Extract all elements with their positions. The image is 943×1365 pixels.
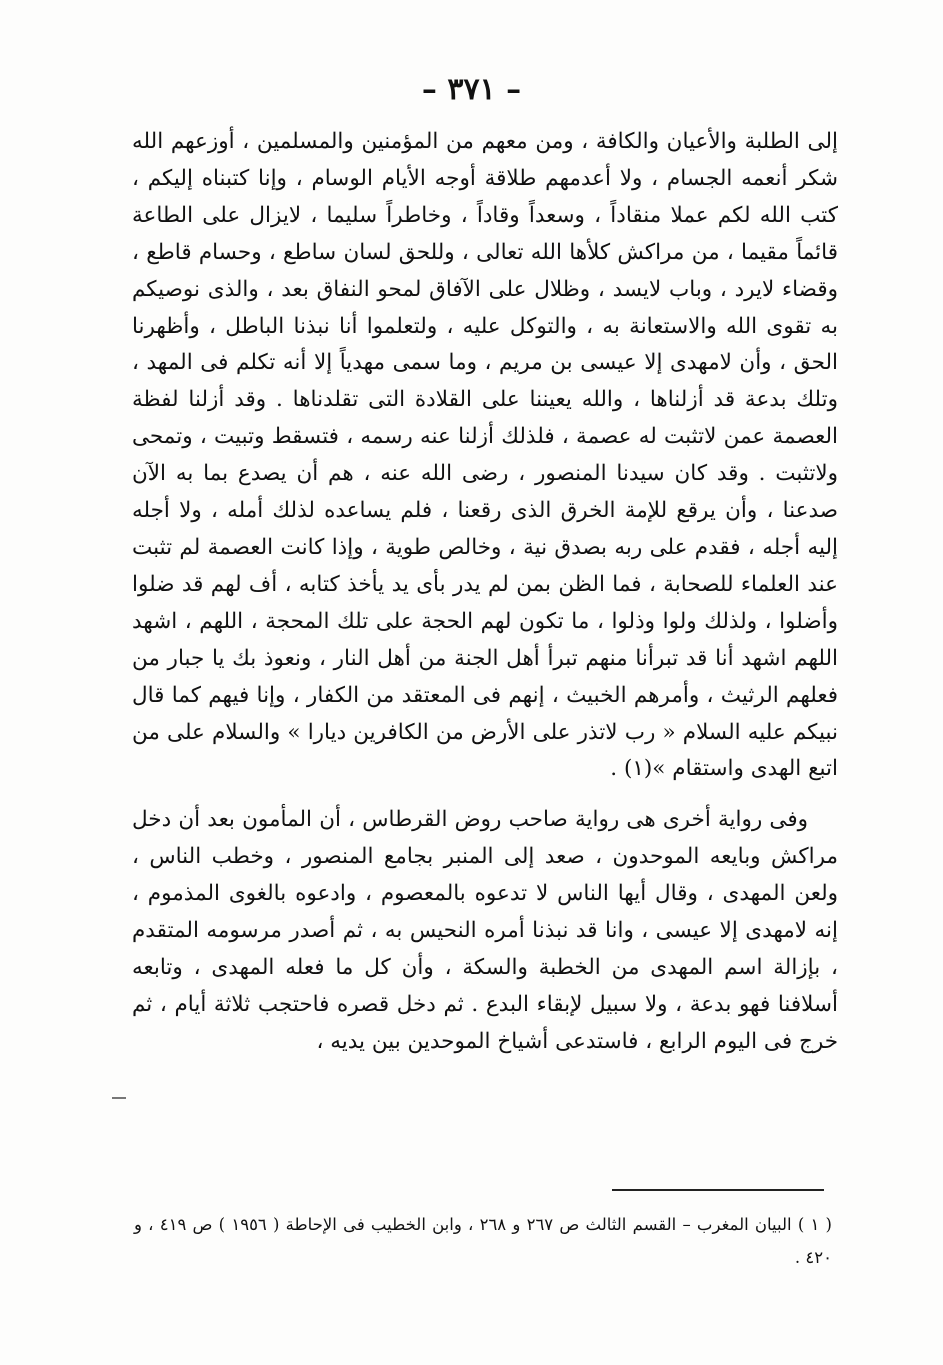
footnote-separator bbox=[612, 1189, 824, 1191]
paragraph-2: وفى رواية أخرى هى رواية صاحب روض القرطاس ، أن المأمون بعد أن دخل مراكش وبايعه الموحدون ، صعد إلى المنبر بجامع المنصور ، وخطب الناس ، ولعن المهدى ، وقال أيها الناس لا تدعوه بالمعصوم ، وادعوه بالغوى المذموم ، إنه لامهدى إلا عيسى ، وانا قد نبذنا أمره النحيس به ، ثم أصدر مرسومه المتقدم ، بإزالة اسم المهدى من الخطبة والسكة ، وأن كل ما فعله المهدى ، وتابعه أسلافنا فهو بدعة ، ولا سبيل لإبقاء البدع . ثم دخل قصره فاحتجب ثلاثة أيام ، ثم خرج فى اليوم الرابع ، فاستدعى أشياخ الموحدين بين يديه ، bbox=[132, 807, 838, 1054]
page-number: – ٣٧١ – bbox=[421, 72, 522, 107]
footnote-text: ( ١ ) البيان المغرب – القسم الثالث ص ٢٦٧ و ٢٦٨ ، وابن الخطيب فى الإحاطة ( ١٩٥٦ ) ص ٤١٩ ، و ٤٢٠ . bbox=[134, 1215, 832, 1267]
main-text bbox=[132, 124, 838, 1061]
margin-mark bbox=[112, 1097, 126, 1099]
paragraph-1: إلى الطلبة والأعيان والكافة ، ومن معهم من المؤمنين والمسلمين ، أوزعهم الله شكر أنعمه الجسام ، ولا أعدمهم طلاقة أوجه الأيام الوسام ، وإنا كتبناه إليكم ، كتب الله لكم عملا منقاداً ، وسعداً وقاداً ، وخاطراً سليما ، لايزال على الطاعة قائماً مقيما ، من مراكش كلأها الله تعالى ، وللحق لسان ساطع ، وحسام قاطع ، وقضاء لايرد ، وباب لايسد ، وظلال على الآفاق لمحو النفاق بعد ، والذى نوصيكم به تقوى الله والاستعانة به ، والتوكل عليه ، ولتعلموا أنا نبذنا الباطل ، وأظهرنا الحق ، وأن لامهدى إلا عيسى بن مريم ، وما سمى مهدياً إلا أنه تكلم فى المهد ، وتلك بدعة قد أزلناها ، والله يعيننا على القلادة التى تقلدناها . وقد أزلنا لفظة العصمة عمن لاتثبت له عصمة ، فلذلك أزلنا عنه رسمه ، فتسقط وتبيت ، وتمحى ولاتثبت . وقد كان سيدنا المنصور ، رضى الله عنه ، هم أن يصدع بما به الآن صدعنا ، وأن يرقع للإمة الخرق الذى رقعنا ، فلم يساعده لذلك أمله ، ولا أجله إليه أجله ، فقدم على ربه بصدق نية ، وخالص طوية ، وإذا كانت العصمة لم تثبت عند العلماء للصحابة ، فما الظن بمن لم يدر بأى يد يأخذ كتابه ، أف لهم قد ضلوا وأضلوا ، ولذلك ولوا وذلوا ، ما تكون لهم الحجة على تلك المحجة ، اللهم ، اشهد اللهم اشهد أنا قد تبرأنا منهم تبرأ أهل الجنة من أهل النار ، ونعوذ بك يا جبار من فعلهم الرثيث ، وأمرهم الخبيث ، إنهم فى المعتقد من الكفار ، وإنا فيهم كما قال نبيكم عليه السلام « رب لاتذر على الأرض من الكافرين ديارا » والسلام على من اتبع الهدى واستقام »(١) . bbox=[132, 129, 838, 782]
footnote bbox=[134, 1208, 832, 1274]
